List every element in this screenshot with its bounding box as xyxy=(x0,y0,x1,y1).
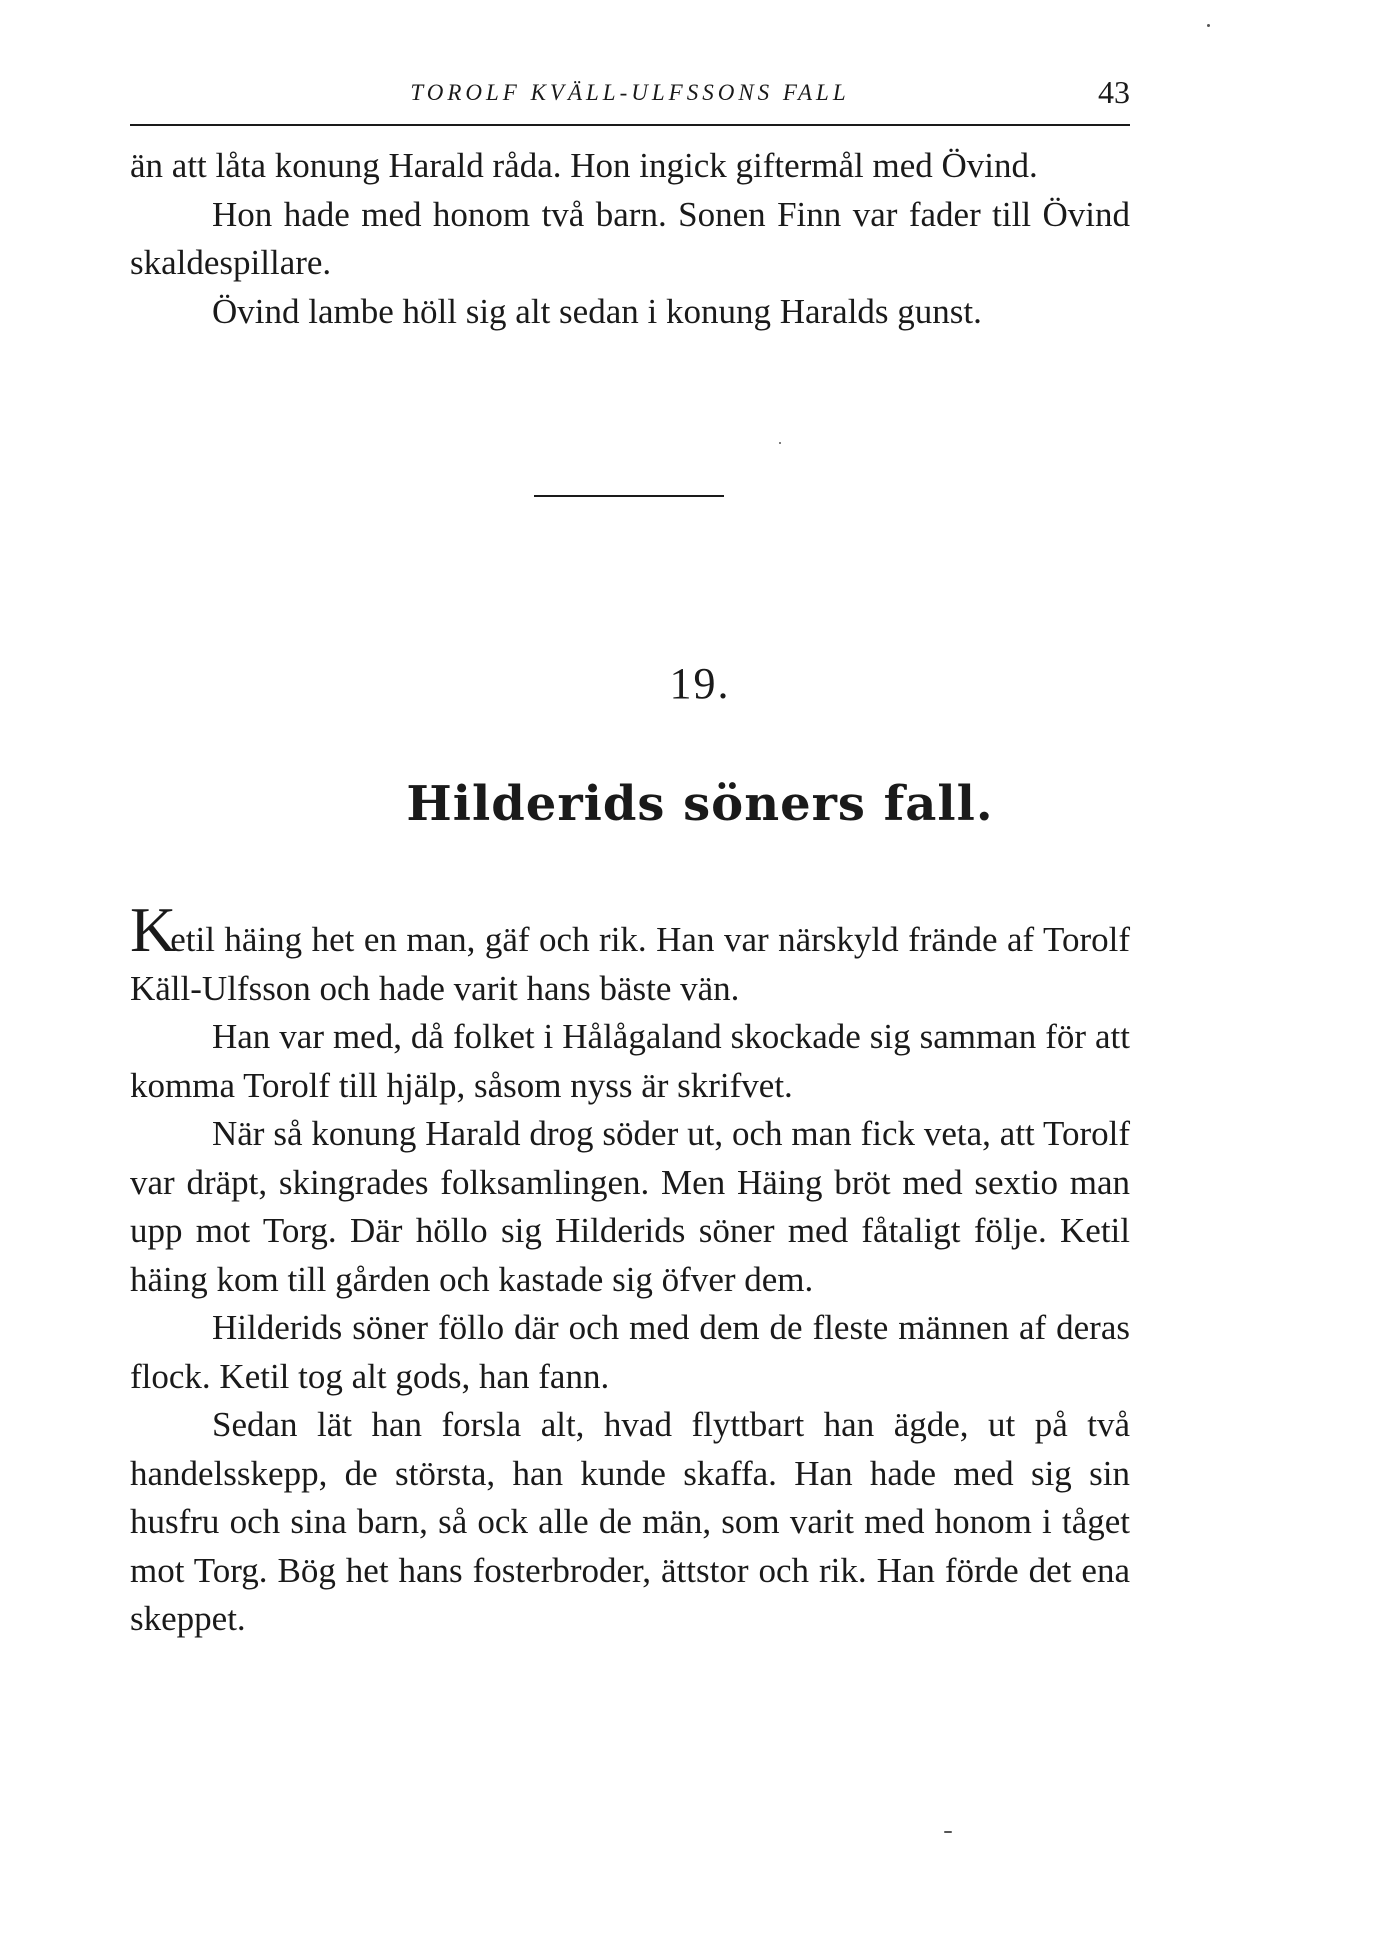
section-separator-rule xyxy=(534,495,724,497)
paragraph: än att låta konung Harald råda. Hon ingick giftermål med Övind. xyxy=(130,146,1038,185)
paragraph: Han var med, då folket i Hålågaland skockade sig samman för att komma Torolf till hjälp, såsom nyss är skrifvet. xyxy=(130,1017,1130,1105)
chapter-number: 19. xyxy=(669,659,731,708)
drop-cap: K xyxy=(130,894,171,965)
paragraph: Sedan lät han forsla alt, hvad flyttbart han ägde, ut på två handelsskepp, de största, han kunde skaffa. Han hade med sig sin husfru och sina barn, så ock alle de män, som varit med honom i tåget mot Torg. Bög het hans fosterbroder, ättstor och rik. Han förde det ena skeppet. xyxy=(130,1405,1130,1638)
paragraph: När så konung Harald drog söder ut, och man fick veta, att Torolf var dräpt, skingrades folksamlingen. Men Häing bröt med sextio man upp mot Torg. Där höllo sig Hilderids söner med fåtaligt följe. Ketil häing kom till gården och kastade sig öfver dem. xyxy=(130,1114,1130,1299)
running-head xyxy=(130,74,1130,114)
top-text-block xyxy=(130,142,1130,336)
running-title: TOROLF KVÄLL-ULFSSONS FALL xyxy=(410,80,850,105)
main-text-block xyxy=(130,894,1130,1644)
paper-speck xyxy=(944,1831,952,1833)
header-rule xyxy=(130,124,1130,126)
first-paragraph xyxy=(130,894,1130,1013)
page-number: 43 xyxy=(1098,74,1130,110)
paper-speck xyxy=(1207,24,1210,27)
paragraph: Hilderids söner föllo där och med dem de fleste männen af deras flock. Ketil tog alt gods, han fann. xyxy=(130,1308,1130,1396)
paragraph: Hon hade med honom två barn. Sonen Finn var fader till Övind skaldespillare. xyxy=(130,194,1130,282)
paragraph: Övind lambe höll sig alt sedan i konung Haralds gunst. xyxy=(212,291,982,331)
paper-speck xyxy=(779,442,781,444)
first-paragraph-text: etil häing het en man, gäf och rik. Han var närskyld frände af Torolf Käll-Ulfsson och hade varit hans bäste vän. xyxy=(130,920,1130,1008)
chapter-title: Hilderids söners fall. xyxy=(406,776,994,832)
